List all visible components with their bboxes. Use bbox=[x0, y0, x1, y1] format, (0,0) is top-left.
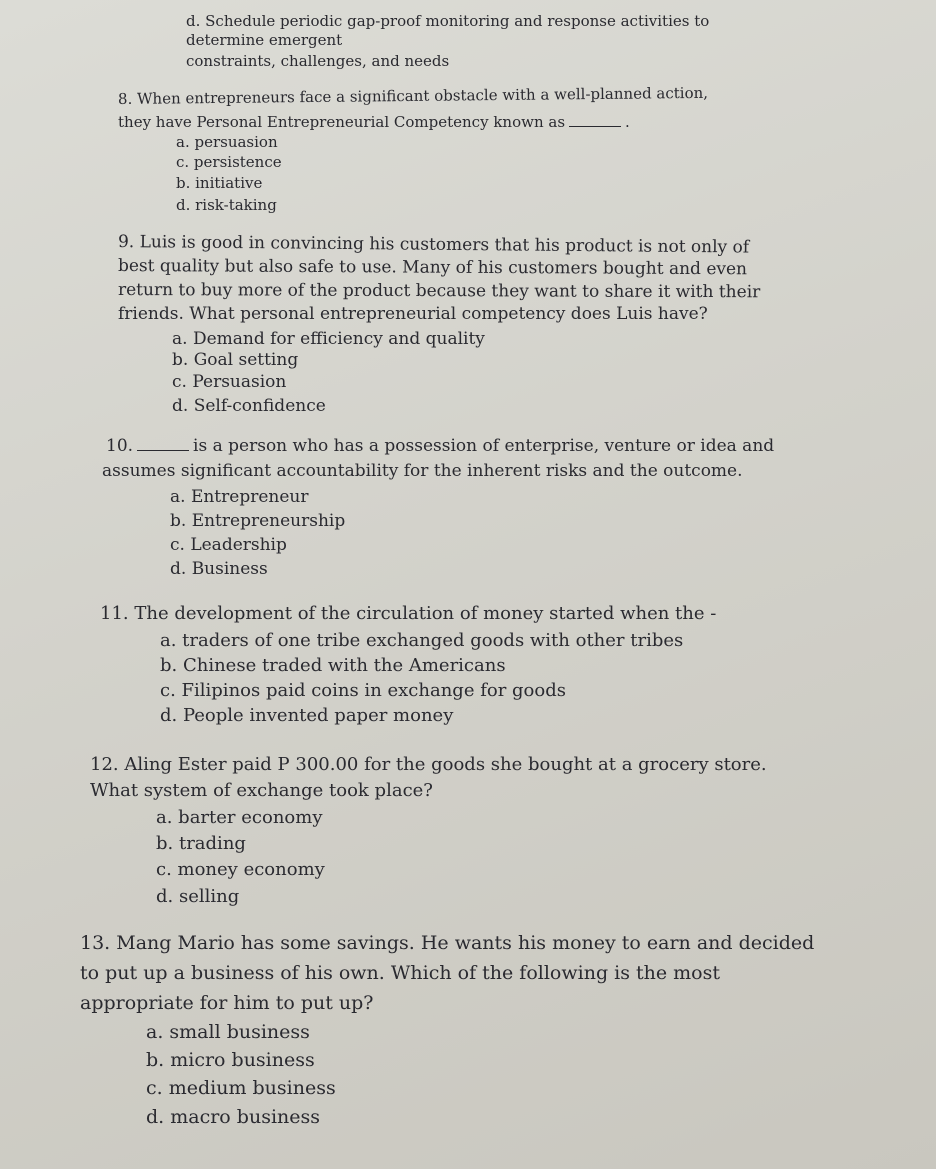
prev-item-d-line1: d. Schedule periodic gap-proof monitoring and response activities to bbox=[186, 12, 710, 30]
q12-stem-line2: What system of exchange took place? bbox=[90, 780, 433, 801]
q11-choice-a: a. traders of one tribe exchanged goods with other tribes bbox=[160, 630, 684, 651]
q12-choice-c: c. money economy bbox=[156, 859, 325, 880]
q10-stem-text: is a person who has a possession of enterprise, venture or idea and bbox=[193, 436, 775, 456]
q9-choice-b: b. Goal setting bbox=[172, 350, 299, 370]
q13-choice-a: a. small business bbox=[146, 1021, 310, 1043]
q9-stem-line4: friends. What personal entrepreneurial competency does Luis have? bbox=[118, 304, 708, 324]
q10-answer-blank[interactable] bbox=[137, 449, 189, 451]
q8-stem-line1: 8. When entrepreneurs face a significant obstacle with a well-planned action, bbox=[117, 83, 709, 108]
q13-choice-b: b. micro business bbox=[146, 1049, 315, 1071]
q8-stem-text: they have Personal Entrepreneurial Competency known as bbox=[118, 113, 566, 131]
q10-stem-line2: assumes significant accountability for the inherent risks and the outcome. bbox=[102, 461, 743, 481]
q8-choice-b: b. initiative bbox=[176, 174, 263, 192]
q10-number: 10. bbox=[106, 436, 134, 456]
q10-stem-line1 bbox=[106, 436, 774, 456]
q11-choice-c: c. Filipinos paid coins in exchange for goods bbox=[160, 680, 566, 701]
q13-stem-line3: appropriate for him to put up? bbox=[80, 992, 374, 1014]
q9-choice-d: d. Self-confidence bbox=[172, 396, 326, 416]
q9-stem-line3: return to buy more of the product because they want to share it with their bbox=[117, 280, 761, 303]
q11-stem-line1: 11. The development of the circulation of money started when the - bbox=[100, 603, 717, 624]
q8-choice-d: d. risk-taking bbox=[176, 196, 277, 214]
q11-choice-d: d. People invented paper money bbox=[160, 705, 454, 726]
q9-choice-a: a. Demand for efficiency and quality bbox=[172, 329, 485, 349]
prev-item-d-line3: constraints, challenges, and needs bbox=[186, 52, 450, 70]
q9-stem-line2: best quality but also safe to use. Many of his customers bought and even bbox=[117, 256, 748, 280]
prev-item-d-line2: determine emergent bbox=[186, 31, 343, 49]
q8-answer-blank[interactable] bbox=[569, 125, 621, 127]
q13-stem-line2: to put up a business of his own. Which of the following is the most bbox=[80, 962, 721, 984]
q11-choice-b: b. Chinese traded with the Americans bbox=[160, 655, 506, 676]
q8-choice-a: a. persuasion bbox=[176, 133, 278, 151]
q10-choice-a: a. Entrepreneur bbox=[170, 487, 309, 507]
q8-choice-c: c. persistence bbox=[176, 153, 282, 171]
q8-stem-line2 bbox=[118, 113, 630, 131]
q13-stem-line1: 13. Mang Mario has some savings. He wants his money to earn and decided bbox=[80, 932, 815, 954]
q9-stem-line1: 9. Luis is good in convincing his customers that his product is not only of bbox=[117, 232, 750, 258]
q10-choice-d: d. Business bbox=[170, 559, 268, 579]
q12-stem-line1: 12. Aling Ester paid P 300.00 for the goods she bought at a grocery store. bbox=[90, 754, 767, 775]
q10-choice-c: c. Leadership bbox=[170, 535, 287, 555]
q12-choice-a: a. barter economy bbox=[156, 807, 323, 828]
q10-choice-b: b. Entrepreneurship bbox=[170, 511, 346, 531]
q9-choice-c: c. Persuasion bbox=[172, 372, 287, 392]
q13-choice-d: d. macro business bbox=[146, 1106, 320, 1128]
q12-choice-b: b. trading bbox=[156, 833, 246, 854]
q12-choice-d: d. selling bbox=[156, 886, 240, 907]
q8-stem-suffix: . bbox=[625, 113, 630, 131]
q13-choice-c: c. medium business bbox=[146, 1077, 336, 1099]
